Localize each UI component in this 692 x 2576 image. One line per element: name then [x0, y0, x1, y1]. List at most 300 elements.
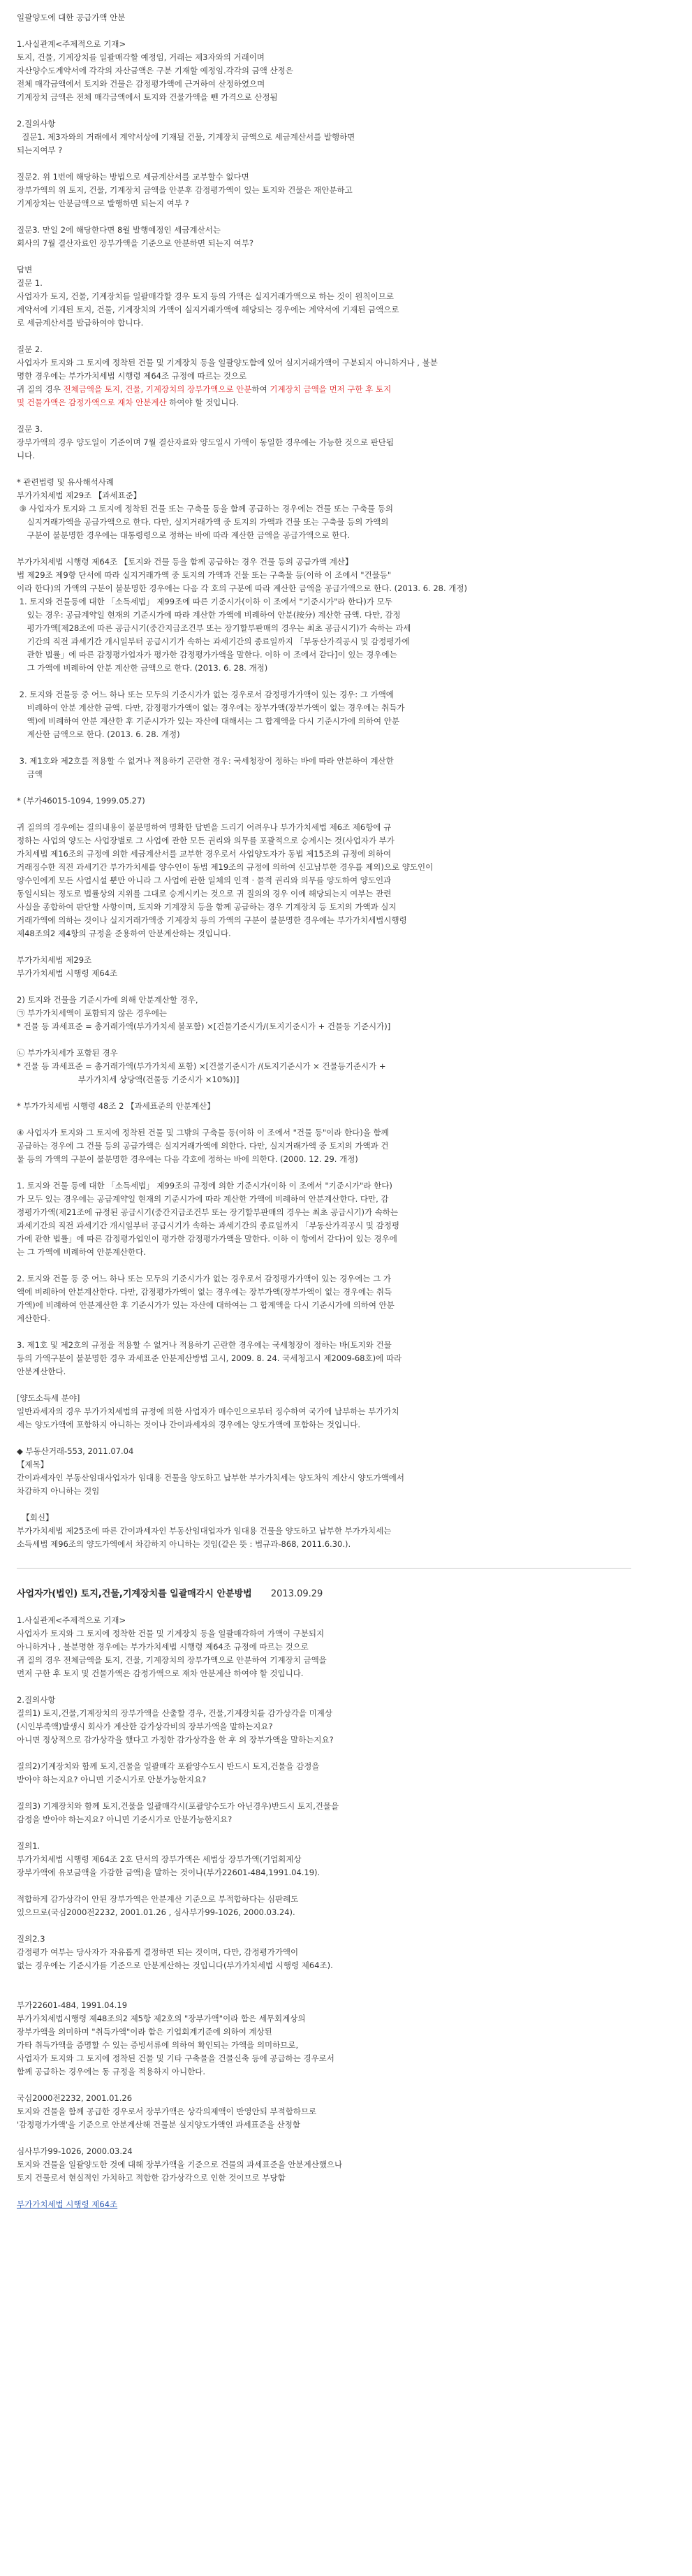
text-line [17, 1733, 645, 1747]
blank-line [17, 1826, 645, 1840]
line-text: 질의3) 기계장치와 함께 토지,건물을 일괄매각시(포괄양수도가 아닌경우)반드시 토지,건물을 [17, 1801, 339, 1811]
line-text: 니다. [17, 451, 35, 460]
text-line [17, 237, 645, 250]
line-text: ⑨ 사업자가 토지와 그 토지에 정착된 건물 또는 구축물 등을 함께 공급하는 경우에는 건물 또는 구축물 등의 [17, 504, 394, 514]
text-line [17, 184, 645, 197]
line-text: 기간의 직전 과세기간 개시일부터 공급시기가 속하는 과세기간의 종료일까지 「부동산가격공시 및 감정평가에 [17, 636, 410, 646]
line-text: 가액)에 비례하여 안분계산한 후 기준시가가 있는 자산에 대하여는 그 합계액을 다시 기준시가에 의하여 안분 [17, 1300, 395, 1310]
line-text: 토지, 건물, 기계장치를 일괄매각할 예정임, 거래는 제3자와의 거래이며 [17, 52, 265, 62]
highlight-text: 및 건물가액은 감정가액으로 재차 안분계산 [17, 398, 167, 407]
blank-line [17, 1378, 645, 1392]
related-law-link[interactable]: 부가가치세법 시행령 제64조 [17, 2199, 118, 2209]
line-text: 안분계산한다. [17, 1367, 66, 1376]
line-text: [양도소득세 분야] [17, 1393, 80, 1403]
line-text: 2.질의사항 [17, 1695, 56, 1705]
case-date: 2013.09.29 [270, 1589, 323, 1599]
blank-line [17, 1113, 645, 1126]
text-line [17, 715, 645, 728]
divider [17, 1568, 631, 1569]
line-text: 사업자가 토지와 그 토지에 정착된 건물 및 기타 구축물을 건물신축 등에 공급하는 경우로서 [17, 2053, 334, 2063]
blank-line [17, 2079, 645, 2092]
line-text: 2.질의사항 [17, 119, 56, 129]
text-line [17, 2065, 645, 2079]
text-line [17, 1893, 645, 1906]
text-line [17, 423, 645, 436]
line-text: 심사부가99-1026, 2000.03.24 [17, 2146, 133, 2156]
text-line [17, 1365, 645, 1378]
line-text: 장부가액을 의미하며 "취득가액"이라 함은 기업회계기준에 의하여 계상된 [17, 2027, 272, 2037]
text-line [17, 1485, 645, 1498]
case-body [17, 1601, 645, 2198]
line-text: 사업자가 토지와 그 토지에 정착된 건물 및 기계장치 등을 일괄양도함에 있어 실지거래가액이 구분되지 아니하거나 , 불분 [17, 358, 438, 368]
text-line [17, 2171, 645, 2185]
line-text: 귀 질의 경우 전체금액을 토지, 건물, 기계장치의 장부가액으로 안분하여 기계장치 금액을 [17, 1655, 327, 1665]
blank-line [17, 2132, 645, 2145]
text-line [17, 303, 645, 316]
text-line [17, 370, 645, 383]
line-text: 있는 경우: 공급계약일 현재의 기준시가에 따라 계산한 가액에 비례하여 안분(按分) 계산한 금액. 다만, 감정 [17, 610, 401, 620]
line-text: 감정평가 여부는 당사자가 자유롭게 결정하면 되는 것이며, 다만, 감정평가가액이 [17, 1947, 299, 1957]
line-text: 정하는 사업의 양도는 사업장별로 그 사업에 관한 모든 권리와 의무를 포괄적으로 승계시는 것(사업자가 부가 [17, 836, 395, 845]
line-text: 등의 가액구분이 불분명한 경우 과세표준 안분계산방법 고시, 2009. 8. 24. 국세청고시 제2009-68호)에 따라 [17, 1353, 402, 1363]
line-text: 되는지여부 ? [17, 145, 63, 155]
text-line [17, 1100, 645, 1113]
text-line [17, 476, 645, 489]
line-text: 사업자가 토지, 건물, 기계장치를 일괄매각할 경우 토지 등의 가액은 실지거래가액으로 하는 것이 원칙이므로 [17, 291, 394, 301]
line-text: ◆ 부동산거래-553, 2011.07.04 [17, 1446, 134, 1456]
text-line [17, 224, 645, 237]
text-line [17, 662, 645, 675]
text-line [17, 2052, 645, 2065]
blank-line [17, 1033, 645, 1047]
text-line [17, 170, 645, 184]
text-line [17, 1906, 645, 1919]
text-line [17, 489, 645, 502]
blank-line [17, 1601, 645, 1614]
text-line [17, 2092, 645, 2105]
blank-line [17, 1166, 645, 1179]
text-line [17, 1813, 645, 1826]
text-line [17, 1232, 645, 1246]
text-line [17, 1339, 645, 1352]
text-line [17, 834, 645, 847]
line-text: 장부가액의 경우 양도일이 기준이며 7월 결산자료와 양도일시 가액이 동일한 경우에는 가능한 것으로 판단됩 [17, 437, 394, 447]
text-line [17, 2039, 645, 2052]
line-text: 제48조의2 제4항의 규정을 준용하여 안분계산하는 것입니다. [17, 929, 231, 938]
line-text: 거래가액에 의하는 것이나 실지거래가액중 기계장치 등의 가액의 구분이 불분명한 경우에는 부가가치세법시행령 [17, 915, 407, 925]
text-line [17, 728, 645, 741]
line-text: 장부가액의 위 토지, 건물, 기계장치 금액을 안분후 감정평가액이 있는 토지와 건물은 재안분하고 [17, 185, 353, 195]
text-line [17, 688, 645, 701]
line-text: 감정을 받아야 하는지요? 아니면 기준시가로 안분가능한지요? [17, 1814, 233, 1824]
text-line [17, 1933, 645, 1946]
line-text: 양수인에게 모든 사업시설 뿐만 아니라 그 사업에 관한 일체의 인적 · 물적 권리와 의무를 양도하여 양도인과 [17, 875, 392, 885]
text-line [17, 1720, 645, 1733]
text-line [17, 609, 645, 622]
line-text: 토지와 건물을 함께 공급한 경우로서 장부가액은 상각의제액이 반영안되 부적합하므로 [17, 2106, 317, 2116]
text-line [17, 2012, 645, 2025]
line-text: 부가가치세 상당액(건물등 기준시가 ×10%))] [17, 1075, 240, 1084]
text-line [17, 1627, 645, 1640]
blank-line [17, 1879, 645, 1893]
line-text: ㉠ 부가가치세액이 포함되지 않은 경우에는 [17, 1008, 167, 1018]
text-line [17, 1458, 645, 1471]
text-line [17, 78, 645, 91]
text-line [17, 197, 645, 210]
text-line [17, 1153, 645, 1166]
line-text: 거래징수한 직전 과세기간 부가가치세를 양수인이 동법 제19조의 규정에 의하여 신고납부한 경우를 제외)으로 양도인이 [17, 862, 434, 872]
text-line [17, 887, 645, 901]
line-text: ㉡ 부가가치세가 포함된 경우 [17, 1048, 118, 1058]
text-line [17, 555, 645, 569]
text-line [17, 901, 645, 914]
line-text: 2. 토지와 건물등 중 어느 하나 또는 모두의 기준시가가 없는 경우로서 감정평가가액이 있는 경우: 그 가액에 [17, 690, 394, 699]
text-line [17, 1073, 645, 1086]
line-text: 금액 [17, 769, 43, 779]
text-line [17, 582, 645, 595]
line-text: 질문 1. [17, 278, 43, 288]
text-line [17, 1525, 645, 1538]
text-line [17, 343, 645, 356]
line-text: 3. 제1호와 제2호를 적용할 수 없거나 적용하기 곤란한 경우: 국세청장이 정하는 바에 따라 안분하여 계산한 [17, 756, 394, 766]
text-line [17, 1352, 645, 1365]
text-line [17, 954, 645, 967]
blank-line [17, 330, 645, 343]
text-line [17, 1511, 645, 1525]
text-line [17, 1866, 645, 1879]
line-text: 1.사실관계<주제적으로 기재> [17, 39, 126, 49]
line-text: 일반과세자의 경우 부가가치세법의 규정에 의한 사업자가 매수인으로부터 징수하여 국가에 납부하는 부가가치 [17, 1406, 399, 1416]
line-text: 구분이 불분명한 경우에는 대통령령으로 정하는 바에 따라 계산한 금액을 공급가액으로 한다. [17, 530, 350, 540]
blank-line [17, 210, 645, 224]
line-text: 질의2)기계장치와 함께 토지,건물을 일괄매각 포괄양수도시 반드시 토지,건물을 감정을 [17, 1761, 320, 1771]
line-text: 가에 관한 법률」에 따른 감정평가업인이 평가한 감정평가가액을 말한다. 이하 이 항에서 같다)이 있는 경우에 [17, 1234, 397, 1244]
line-text: 실지거래가액을 공급가액으로 한다. 다만, 실지거래가액 중 토지의 가액과 건물 또는 구축물 등의 가액의 [17, 517, 389, 527]
text-line [17, 1614, 645, 1627]
text-line [17, 1312, 645, 1325]
line-text: 토지 건물로서 현실적인 가치하고 적합한 감가상각으로 인한 것이므로 부당함 [17, 2173, 286, 2183]
line-text: 있으므로(국심2000전2232, 2001.01.26 , 심사부가99-1026, 2000.03.24). [17, 1907, 295, 1917]
line-text: 차감하지 아니하는 것임 [17, 1486, 100, 1496]
text-line [17, 1707, 645, 1720]
text-line [17, 2145, 645, 2158]
line-text: 아니하거나 , 불분명한 경우에는 부가가치세법 시행령 제64조 규정에 따르는 것으로 [17, 1642, 309, 1652]
line-text: 부가가치세법 시행령 제64조 2호 단서의 장부가액은 세법상 장부가액(기업회계상 [17, 1854, 302, 1864]
text-line [17, 914, 645, 927]
line-text: 간이과세자인 부동산임대사업자가 임대용 건물을 양도하고 납부한 부가가치세는 양도차익 계산시 양도가액에서 [17, 1473, 405, 1483]
text-line [17, 1193, 645, 1206]
line-text: 질문1. 제3자와의 거래에서 계약서상에 기재될 건물, 기계장치 금액으로 세금계산서를 발행하면 [17, 132, 355, 142]
spacer [17, 1574, 645, 1587]
text-line [17, 794, 645, 808]
line-text: 받아야 하는지요? 아니면 기준시가로 안분가능한지요? [17, 1775, 207, 1784]
line-text: 가치세법 제16조의 규정에 의한 세금계산서를 교부한 경우로서 사업양도자가 동법 제15조의 규정에 의하여 [17, 849, 392, 859]
line-text: 하여야 할 것입니다. [166, 398, 240, 407]
line-text: 계산한다. [17, 1314, 51, 1323]
text-line [17, 2105, 645, 2118]
line-text: 질의2.3 [17, 1934, 45, 1944]
text-line [17, 1959, 645, 1972]
text-line [17, 1179, 645, 1193]
line-text: 관한 법률」에 따른 감정평가업자가 평가한 감정평가가액을 말한다. 이하 이 조에서 같다]이 있는 경우에는 [17, 650, 397, 660]
text-line [17, 263, 645, 277]
text-line [17, 436, 645, 449]
text-line [17, 1060, 645, 1073]
text-line [17, 1405, 645, 1418]
line-text: 계약서에 기재된 토지, 건물, 기계장치의 가액이 실지거래가액에 해당되는 경우에는 계약서에 기재된 금액으로 [17, 305, 399, 314]
line-text: * 건물 등 과세표준 = 총거래가액(부가가치세 포함) ×[건물기준시가 /(토지기준시가 × 건물등기준시가 + [17, 1061, 386, 1071]
case-heading [17, 1587, 645, 1601]
text-line [17, 1840, 645, 1853]
section-answer [17, 11, 645, 1551]
text-line [17, 1299, 645, 1312]
text-line [17, 622, 645, 635]
line-text: 부가가치세법시행령 제48조의2 제5항 제2호의 "장부가액"이라 함은 세무회계상의 [17, 2014, 306, 2023]
line-text: 명한 경우에는 부가가치세법 시행령 제64조 규정에 따르는 것으로 [17, 371, 247, 381]
text-line [17, 277, 645, 290]
section-related-case [17, 1587, 645, 2211]
text-line [17, 1206, 645, 1219]
line-text: 계산한 금액으로 한다. (2013. 6. 28. 개정) [17, 729, 180, 739]
line-text: 답변 [17, 265, 33, 275]
text-line [17, 529, 645, 542]
text-line [17, 356, 645, 370]
text-line [17, 2118, 645, 2132]
line-text: 1.사실관계<주제적으로 기재> [17, 1615, 126, 1625]
text-line [17, 768, 645, 781]
line-text: 가 모두 있는 경우에는 공급계약일 현재의 기준시가에 따라 계산한 가액에 비례하여 안분계산한다. 다만, 감 [17, 1194, 389, 1204]
line-text: 국심2000전2232, 2001.01.26 [17, 2093, 133, 2103]
text-line [17, 648, 645, 662]
text-line [17, 635, 645, 648]
answer-body [17, 38, 645, 1551]
blank-line [17, 1787, 645, 1800]
line-text: 정평가가액(제21조에 규정된 공급시기(중간지급조건부 또는 장기할부판매의 경우는 최초 공급시기)가 속하는 [17, 1207, 399, 1217]
line-text: '감정평가가액'을 기준으로 안분계산해 건물분 실지양도가액인 과세표준을 산정함 [17, 2120, 300, 2130]
line-text: (시인부족액)발생시 회사가 계산한 감가상각비의 장부가액을 말하는지요? [17, 1722, 273, 1731]
line-text: * 건물 등 과세표준 = 총거래가액(부가가치세 불포함) ×[건물기준시가/(토지기준시가 + 건물등 기준시가)] [17, 1021, 391, 1031]
line-text: * (부가46015-1094, 1999.05.27) [17, 796, 145, 806]
line-text: 1. 토지와 건물등에 대한 「소득세법」 제99조에 따른 기준시가(이하 이 조에서 "기준시가"라 한다)가 모두 [17, 597, 392, 606]
line-text: 회사의 7월 결산자료인 장부가액을 기준으로 안분하면 되는지 여부? [17, 238, 253, 248]
blank-line [17, 741, 645, 755]
text-line [17, 383, 645, 396]
line-text: 【제목】 [17, 1460, 49, 1469]
line-text: 질의1. [17, 1841, 41, 1851]
line-text: 동일시되는 정도로 법률상의 지위를 그대로 승계시키는 것으로 귀 질의의 경우 이에 해당되는지 여부는 관련 [17, 889, 392, 898]
document-title: 일괄양도에 대한 공급가액 안분 [17, 13, 126, 22]
case-title: 사업자가(법인) 토지,건물,기계장치를 일괄매각시 안분방법 [17, 1589, 252, 1599]
text-line [17, 821, 645, 834]
line-text: 세는 양도가액에 포함하지 아니하는 것이나 간이과세자의 경우에는 양도가액에 포함하는 것입니다. [17, 1420, 361, 1429]
text-line [17, 1047, 645, 1060]
text-line [17, 1694, 645, 1707]
text-line [17, 1999, 645, 2012]
text-line [17, 1392, 645, 1405]
blank-line [17, 781, 645, 794]
blank-line [17, 1086, 645, 1100]
line-text: 없는 경우에는 기준시가를 기준으로 안분계산하는 것입니다(부가가치세법 시행령 제64조). [17, 1960, 333, 1970]
text-line [17, 1773, 645, 1787]
line-text: 이라 한다)의 가액의 구분이 불분명한 경우에는 다음 각 호의 구분에 따라 계산한 금액을 공급가액으로 한다. (2013. 6. 28. 개정) [17, 583, 467, 593]
text-line [17, 847, 645, 861]
text-line [17, 1020, 645, 1033]
line-text: 질문 3. [17, 424, 43, 434]
blank-line [17, 1432, 645, 1445]
line-text: 기계장치는 안분금액으로 발행하면 되는지 여부 ? [17, 198, 189, 208]
text-line [17, 1853, 645, 1866]
highlight-text: 기계장치 금액을 먼저 구한 후 토지 [270, 384, 392, 394]
line-text: 먼저 구한 후 토지 및 건물가액은 감정가액으로 재차 안분계산 하여야 할 것입니다. [17, 1668, 304, 1678]
text-line [17, 396, 645, 409]
text-line [17, 1126, 645, 1140]
blank-line [17, 808, 645, 821]
text-line [17, 1640, 645, 1654]
blank-line [17, 1972, 645, 1986]
text-line [17, 516, 645, 529]
text-line [17, 1946, 645, 1959]
line-text: 액)에 비례하여 안분 계산한 후 기준시가가 있는 자산에 대해서는 그 합계액을 다시 기준시가에 의하여 안분 [17, 716, 399, 726]
text-line [17, 117, 645, 131]
text-line [17, 927, 645, 940]
line-text: 부가가치세법 시행령 제64조 [17, 968, 118, 978]
text-line [17, 994, 645, 1007]
line-text: 사업자가 토지와 그 토지에 정착한 건물 및 기계장치 등을 일괄매각하여 가액이 구분되지 [17, 1629, 325, 1638]
line-text: 가타 취득가액을 증명할 수 있는 증빙서류에 의하여 확인되는 가액을 의미하므로, [17, 2040, 299, 2050]
blank-line [17, 675, 645, 688]
text-line [17, 2158, 645, 2171]
line-text: 사실을 종합하여 판단할 사항이며, 토지와 기계장치 등을 함께 공급하는 경우 기계장치 등 토지의 가액과 실지 [17, 902, 397, 912]
text-line [17, 595, 645, 609]
blank-line [17, 980, 645, 994]
text-line [17, 1760, 645, 1773]
text-line [17, 1140, 645, 1153]
line-text: 소득세법 제96조의 양도가액에서 차감하지 아니하는 것임(같은 뜻 : 법규과-868, 2011.6.30.). [17, 1539, 351, 1549]
line-text: 아니면 정상적으로 감가상각을 했다고 가정한 감가상각을 한 후 의 장부가액을 말하는지요? [17, 1735, 334, 1745]
spacer [17, 24, 645, 38]
line-text: 평가가액[제28조에 따른 공급시기(중간지급조건부 또는 장기할부판매의 경우는 최초 공급시기)가 속하는 과세 [17, 623, 411, 633]
text-line [17, 1246, 645, 1259]
text-line [17, 1445, 645, 1458]
line-text: 토지와 건물을 일괄양도한 것에 대해 장부가액을 기준으로 건물의 과세표준을 안분계산했으나 [17, 2160, 343, 2169]
line-text: 질의1) 토지,건물,기계장치의 장부가액을 산출할 경우, 건물,기계장치를 감가상각을 미계상 [17, 1708, 332, 1718]
line-text: 질문2. 위 1번에 해당하는 방법으로 세금계산서를 교부할수 없다면 [17, 172, 249, 182]
text-line [17, 1800, 645, 1813]
text-line [17, 701, 645, 715]
line-text: 자산양수도계약서에 각각의 자산금액은 구분 기재할 예정임.각각의 금액 산정은 [17, 66, 293, 75]
text-line [17, 449, 645, 463]
line-text: 부가가치세법 제29조 【과세표준】 [17, 490, 142, 500]
text-line [17, 1286, 645, 1299]
spacer [17, 1551, 645, 1564]
text-line [17, 51, 645, 64]
text-line [17, 874, 645, 887]
text-line [17, 967, 645, 980]
line-text: 로 세금계산서를 발급하여야 합니다. [17, 318, 144, 328]
text-line [17, 1418, 645, 1432]
blank-line [17, 463, 645, 476]
line-text: 전체 매각금액에서 토지와 건물은 감정평가액에 근거하여 산정하였으며 [17, 79, 265, 89]
line-text: 물 등의 가액의 구분이 불분명한 경우에는 다음 각호에 정하는 바에 의한다. (2000. 12. 29. 개정) [17, 1154, 358, 1164]
line-text: 부가가치세법 제25조에 따른 간이과세자인 부동산임대업자가 임대용 건물을 양도하고 납부한 부가가치세는 [17, 1526, 392, 1536]
related-law-link-row [17, 2198, 645, 2211]
line-text: 는 그 가액에 비례하여 안분계산한다. [17, 1247, 146, 1257]
highlight-text: 전체금액을 토지, 건물, 기계장치의 장부가액으로 안분 [63, 384, 252, 394]
line-text: 3. 제1호 및 제2호의 규정을 적용할 수 없거나 적용하기 곤란한 경우에는 국세청장이 정하는 바(토지와 건물 [17, 1340, 392, 1350]
line-text: 함께 공급하는 경우에는 동 규정을 적용하지 아니한다. [17, 2067, 205, 2076]
text-line [17, 144, 645, 157]
text-line [17, 1272, 645, 1286]
line-text: 부가가치세법 시행령 제64조 【토지와 건물 등을 함께 공급하는 경우 건물 등의 공급가액 계산】 [17, 557, 353, 567]
line-text: 공급하는 경우에 그 건물 등의 공급가액은 실지거래가액에 의한다. 다만, 실지거래가액 중 토지의 가액과 건 [17, 1141, 389, 1151]
blank-line [17, 1498, 645, 1511]
blank-line [17, 250, 645, 263]
text-line [17, 1471, 645, 1485]
text-line [17, 316, 645, 330]
line-text: 2) 토지와 건물을 기준시가에 의해 안분계산할 경우, [17, 995, 198, 1005]
text-line [17, 502, 645, 516]
blank-line [17, 1986, 645, 1999]
line-text: 그 가액에 비례하여 안분 계산한 금액으로 한다. (2013. 6. 28. 개정) [17, 663, 268, 673]
blank-line [17, 2185, 645, 2198]
line-text: 질문 2. [17, 344, 43, 354]
text-line [17, 1667, 645, 1680]
line-text: 1. 토지와 건물 등에 대한 「소득세법」 제99조의 규정에 의한 기준시가(이하 이 조에서 "기준시가"라 한다) [17, 1181, 392, 1191]
line-text: 과세기간의 직전 과세기간 개시일부터 공급시기가 속하는 과세기간의 종료일까지 「부동산가격공시 및 감정평 [17, 1221, 399, 1230]
line-text: 적합하게 감가상각이 안된 장부가액은 안분계산 기준으로 부적합하다는 심판례도 [17, 1894, 299, 1904]
line-text: 액에 비례하여 안분계산한다. 다만, 감정평가가액이 없는 경우에는 장부가액(장부가액이 없는 경우에는 취득 [17, 1287, 392, 1297]
blank-line [17, 157, 645, 170]
blank-line [17, 542, 645, 555]
text-line [17, 91, 645, 104]
line-text: 비례하여 안분 계산한 금액. 다만, 감정평가가액이 없는 경우에는 장부가액(장부가액이 없는 경우에는 취득가 [17, 703, 405, 713]
line-text: 2. 토지와 건물 등 중 어느 하나 또는 모두의 기준시가가 없는 경우로서 감정평가가액이 있는 경우에는 그 가 [17, 1274, 392, 1283]
text-line [17, 64, 645, 78]
text-line [17, 861, 645, 874]
line-text: * 부가가치세법 시행령 48조 2 【과세표준의 안분계산】 [17, 1101, 215, 1111]
blank-line [17, 1325, 645, 1339]
blank-line [17, 940, 645, 954]
line-text: ④ 사업자가 토지와 그 토지에 정착된 건물 및 그밖의 구축물 등(이하 이 조에서 "건물 등"이라 한다)을 함께 [17, 1128, 389, 1137]
line-text: 질문3. 만일 2에 해당한다면 8월 발행예정인 세금계산서는 [17, 225, 221, 235]
blank-line [17, 1680, 645, 1694]
line-text: 기계장치 금액은 전체 매각금액에서 토지와 건물가액을 뺀 가격으로 산정됨 [17, 92, 278, 102]
blank-line [17, 409, 645, 423]
blank-line [17, 104, 645, 117]
text-line [17, 1007, 645, 1020]
text-line [17, 1654, 645, 1667]
blank-line [17, 1919, 645, 1933]
line-text: 부가가치세법 제29조 [17, 955, 92, 965]
line-text: 장부가액에 유보금액을 가감한 금액)을 말하는 것이나(부가22601-484,1991.04.19). [17, 1868, 321, 1877]
line-text: 【회신】 [17, 1513, 54, 1522]
text-line [17, 755, 645, 768]
line-text: 귀 질의 경우 [17, 384, 64, 394]
text-line [17, 290, 645, 303]
line-text: 부가22601-484, 1991.04.19 [17, 2000, 128, 2010]
text-line [17, 38, 645, 51]
line-text: 법 제29조 제9항 단서에 따라 실지거래가액 중 토지의 가액과 건물 또는 구축물 등(이하 이 조에서 "건물등" [17, 570, 392, 580]
line-text: * 관련법령 및 유사해석사례 [17, 477, 114, 487]
text-line [17, 569, 645, 582]
line-text: 귀 질의의 경우에는 질의내용이 불분명하여 명확한 답변을 드리기 어려우나 부가가치세법 제6조 제6항에 규 [17, 822, 392, 832]
text-line [17, 1219, 645, 1232]
line-text: 하여 [251, 384, 270, 394]
text-line [17, 131, 645, 144]
blank-line [17, 1259, 645, 1272]
text-line [17, 2025, 645, 2039]
blank-line [17, 1747, 645, 1760]
